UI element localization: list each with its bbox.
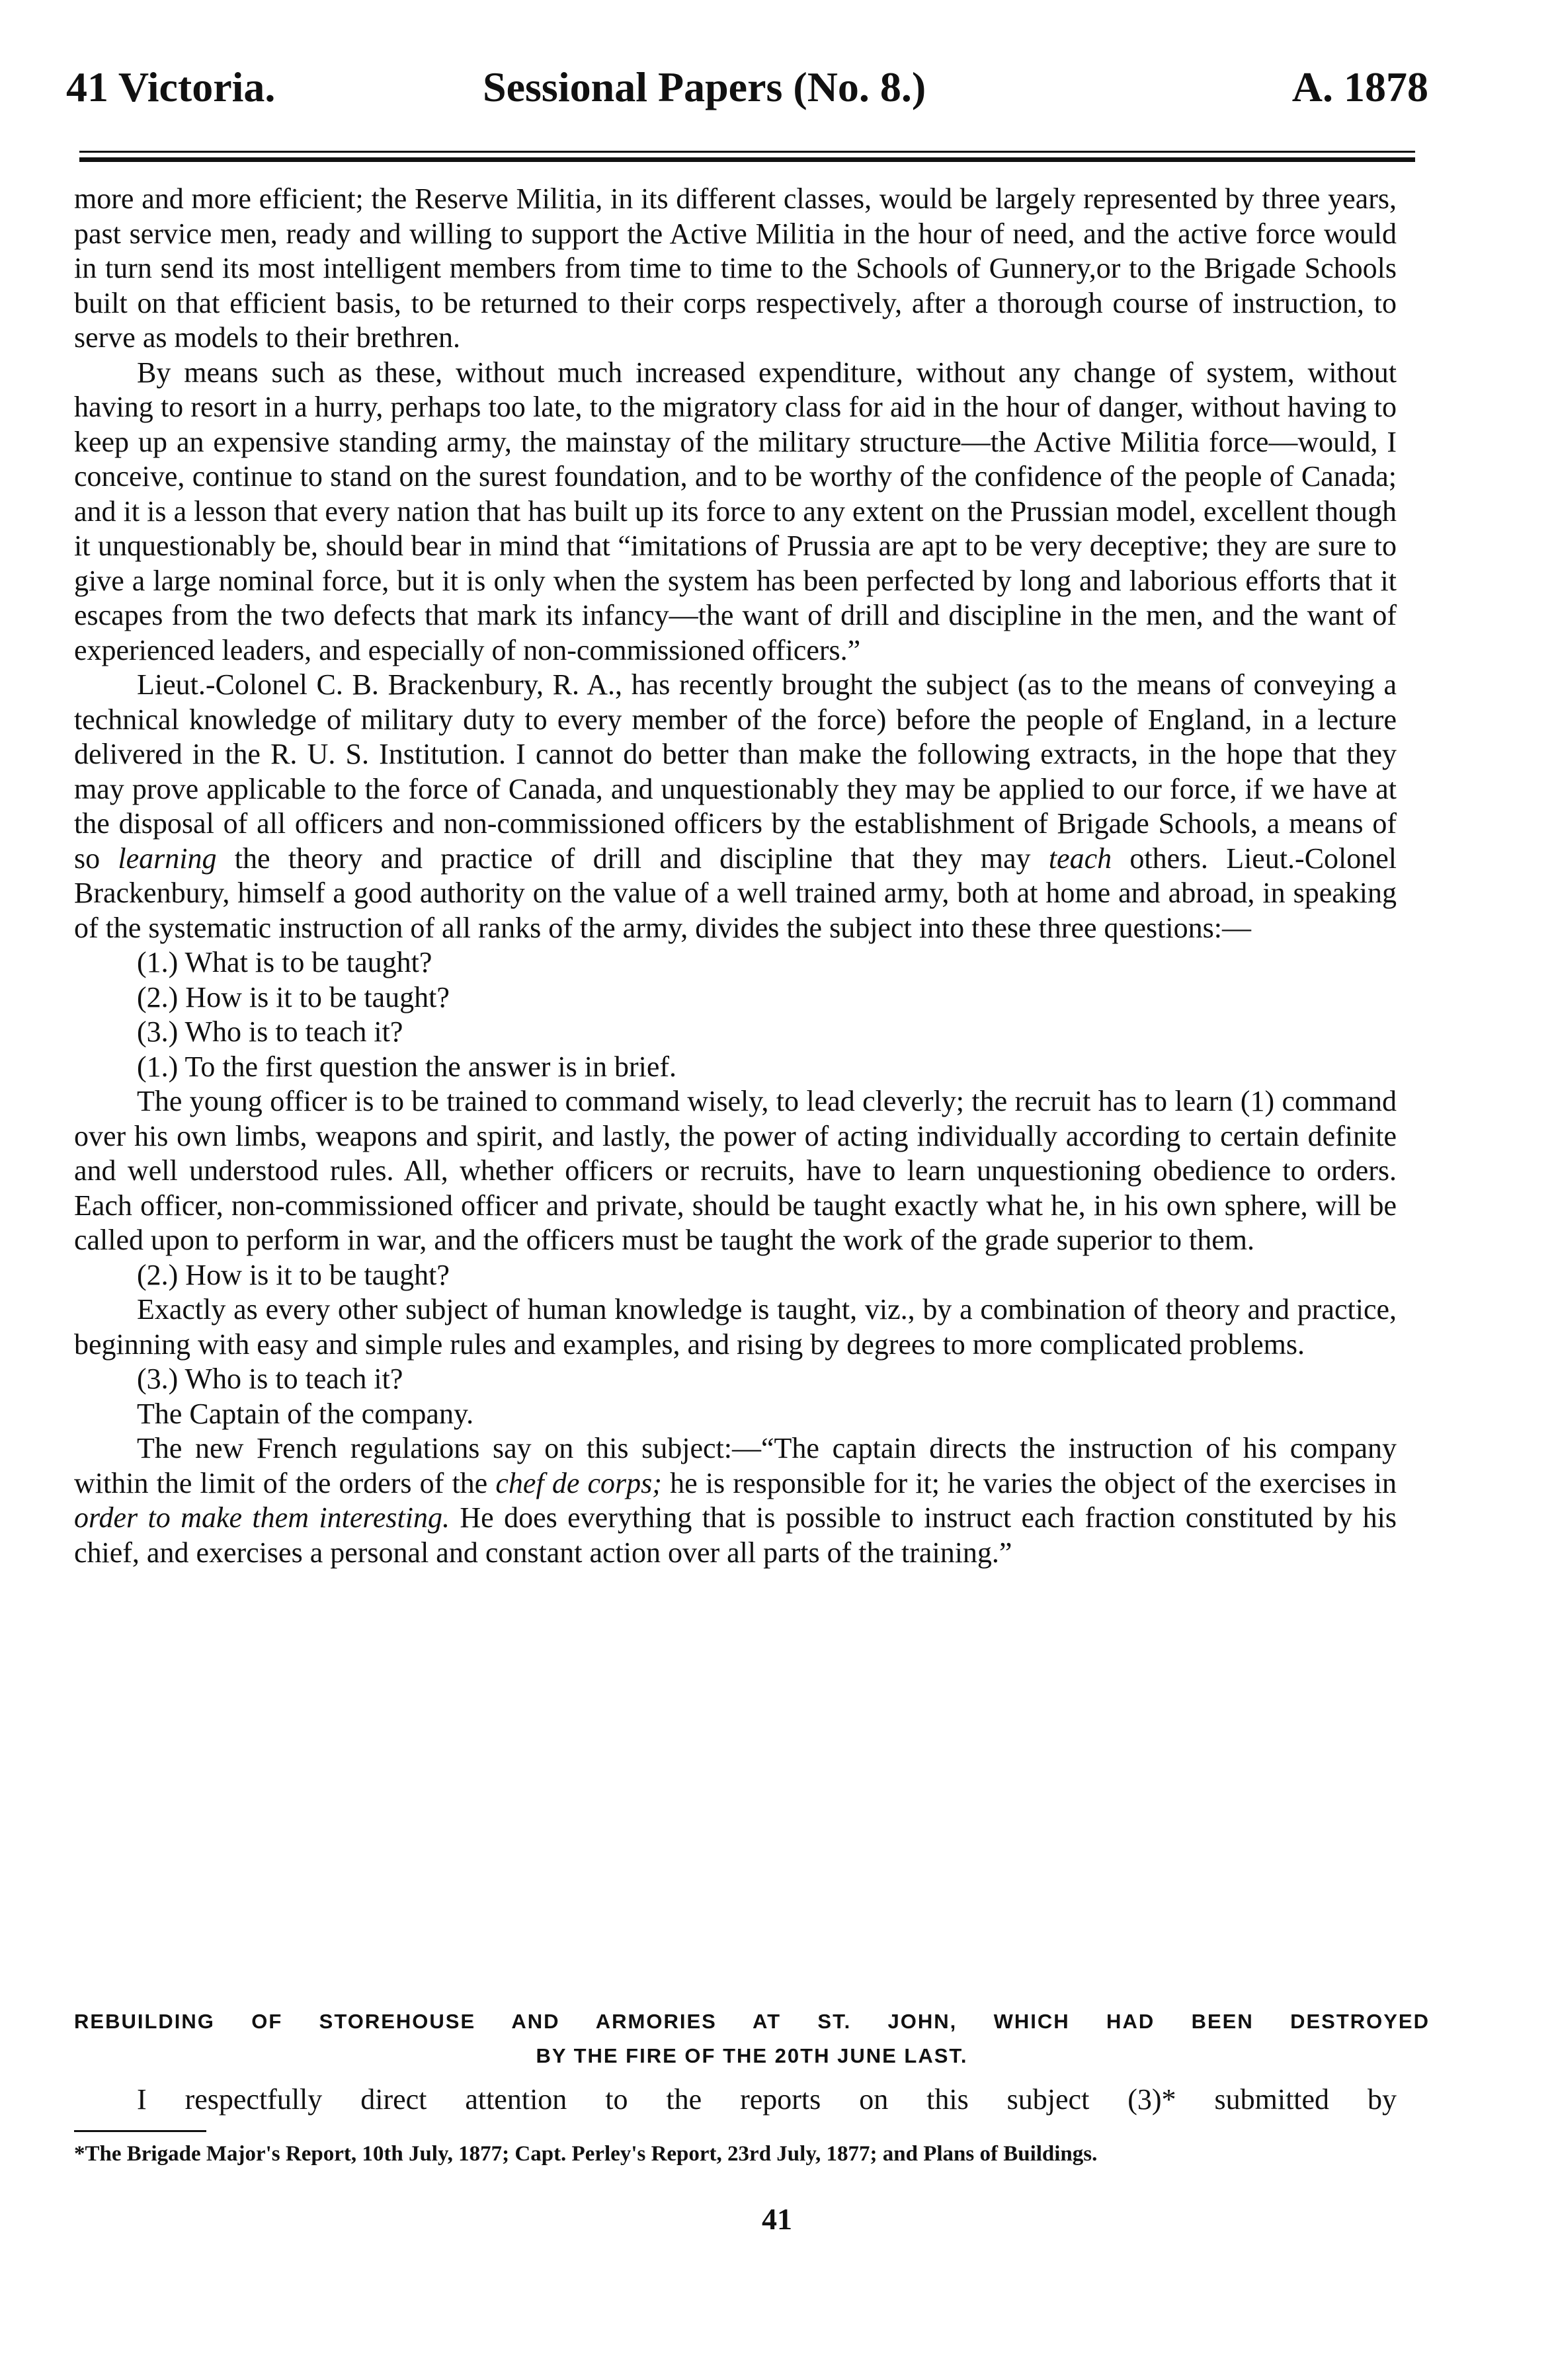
section-heading — [74, 2004, 1430, 2073]
emphasis-learning: learning — [118, 842, 217, 875]
answer-3-heading: (3.) Who is to teach it? — [137, 1363, 403, 1395]
paragraph-respectfully: I respectfully direct attention to the reports on this subject (3)* submitted by — [137, 2083, 1397, 2116]
header-session: 41 Victoria. — [66, 63, 276, 110]
paragraph-french-regulations — [74, 1431, 1397, 1570]
header-rule-thick — [79, 157, 1415, 162]
answer-2-body: Exactly as every other subject of human knowledge is taught, viz., by a combination of theory and practice, beginning with easy and simple rules and examples, and rising by degrees to more complicated problems. — [74, 1293, 1397, 1361]
text-run: He does everything that is possible to instruct each fraction constituted by his chief, and exercises a personal and constant action over all parts of the training.” — [74, 1501, 1397, 1569]
body-text — [74, 182, 1397, 1570]
header-year: A. 1878 — [1291, 63, 1428, 110]
header-title: Sessional Papers (No. 8.) — [483, 63, 926, 110]
section-heading-line-2: BY THE FIRE OF THE 20TH JUNE LAST. — [536, 2044, 968, 2067]
question-3: (3.) Who is to teach it? — [137, 1015, 403, 1048]
emphasis-teach: teach — [1048, 842, 1112, 875]
paragraph-brackenbury — [74, 668, 1397, 945]
text-run: others. Lieut.-Colonel Brackenbury, himself a good authority on the value of a well trained army, both at home and abroad, in speaking of the systematic instruction of all ranks of the army, divides the subject into these three questions:— — [74, 842, 1397, 944]
page-header — [66, 63, 1428, 129]
answer-2-heading: (2.) How is it to be taught? — [137, 1258, 450, 1291]
text-run: Lieut.-Colonel C. B. Brackenbury, R. A., has recently brought the subject (as to the means of conveying a technical knowledge of military duty to every member of the force) before the people of England, in a lecture delivered in the R. U. S. Institution. I cannot do better than make the following extracts, in the hope that they may prove applicable to the force of Canada, and unquestionably they may be applied to our force, if we have at the disposal of all officers and non-commissioned officers by the establishment of Brigade Schools, a means of so — [74, 668, 1397, 875]
emphasis-interesting: order to make them interesting. — [74, 1501, 450, 1534]
answer-1-heading: (1.) To the first question the answer is in brief. — [137, 1050, 677, 1083]
answer-1-body: The young officer is to be trained to command wisely, to lead cleverly; the recruit has to learn (1) command over his own limbs, weapons and spirit, and lastly, the power of acting individually according to certain definite and well understood rules. All, whether officers or recruits, have to learn unquestioning obedience to orders. Each officer, non-commissioned officer and private, should be taught exactly what he, in his own sphere, will be called upon to perform in war, and the officers must be taught the work of the grade superior to them. — [74, 1085, 1397, 1256]
header-rule-thin — [79, 151, 1415, 153]
section-heading-line-1: REBUILDING OF STOREHOUSE AND ARMORIES AT ST. JOHN, WHICH HAD BEEN DESTROYED — [74, 2010, 1430, 2033]
footnote: *The Brigade Major's Report, 10th July, 1877; Capt. Perley's Report, 23rd July, 1877; and Plans of Buildings. — [74, 2142, 1098, 2166]
text-run: The new French regulations say on this subject:—“The captain directs the instruction of his company within the limit of the orders of the — [74, 1432, 1397, 1499]
paragraph-continued: more and more efficient; the Reserve Militia, in its different classes, would be largely represented by three years, past service men, ready and willing to support the Active Militia in the hour of need, and the active force would in turn send its most intelligent members from time to time to the Schools of Gunnery,or to the Brigade Schools built on that efficient basis, to be returned to their corps respectively, after a thorough course of instruction, to serve as models to their brethren. — [74, 182, 1397, 354]
text-run: the theory and practice of drill and discipline that they may — [234, 842, 1031, 875]
question-1: (1.) What is to be taught? — [137, 946, 432, 978]
paragraph-means: By means such as these, without much increased expenditure, without any change of system, without having to resort in a hurry, perhaps too late, to the migratory class for aid in the hour of danger, without having to keep up an expensive standing army, the mainstay of the military structure—the Active Militia force—would, I conceive, continue to stand on the surest foundation, and to be worthy of the confidence of the people of Canada; and it is a lesson that every nation that has built up its force to any extent on the Prussian model, excellent though it unquestionably be, should bear in mind that “imitations of Prussia are apt to be very deceptive; they are sure to give a large nominal force, but it is only when the system has been perfected by long and laborious efforts that it escapes from the two defects that mark its infancy—the want of drill and discipline in the men, and the want of experienced leaders, and especially of non-commissioned officers.” — [74, 356, 1397, 666]
text-run: he is responsible for it; he varies the object of the exercises in — [670, 1466, 1397, 1499]
emphasis-chef-de-corps: chef de corps; — [495, 1466, 662, 1499]
answer-3-body: The Captain of the company. — [137, 1397, 474, 1430]
question-2: (2.) How is it to be taught? — [137, 980, 450, 1013]
page-number: 41 — [762, 2202, 792, 2236]
footnote-rule — [74, 2130, 206, 2132]
